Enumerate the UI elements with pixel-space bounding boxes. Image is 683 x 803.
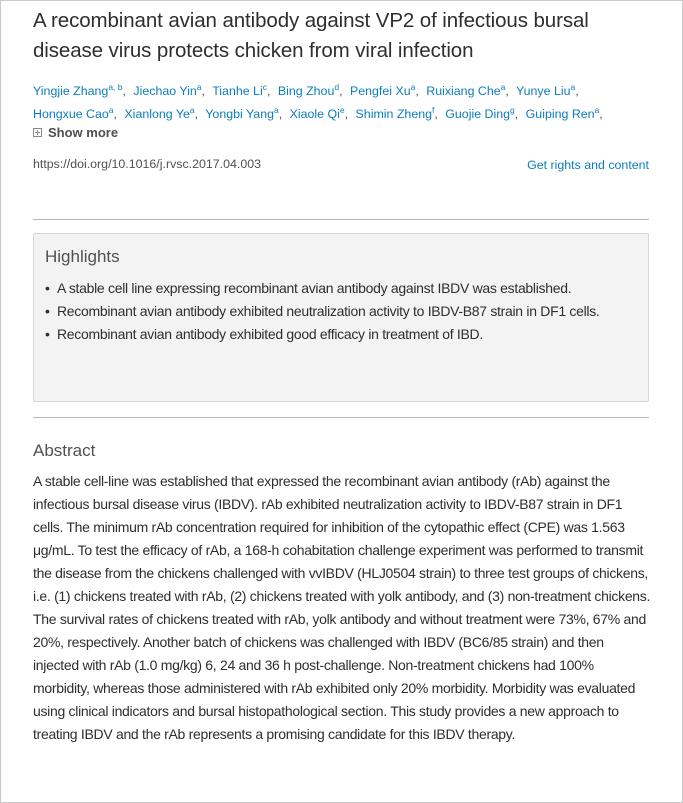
author-separator: ,	[415, 84, 419, 98]
author-link[interactable]: Ruixiang Che$^a$	[426, 82, 506, 98]
author-separator: ,	[434, 107, 438, 121]
author-link[interactable]: Xianlong Ye$^a$	[124, 105, 195, 121]
author-separator: ,	[344, 107, 349, 121]
author-separator: ,	[113, 107, 117, 121]
get-rights-link[interactable]: Get rights and content	[527, 158, 649, 172]
article-title: A recombinant avian antibody against VP2 of infectious bursal disease virus protects chicken from viral infection	[33, 9, 589, 62]
author-link[interactable]: Jiechao Yin$^a$	[133, 82, 202, 98]
author-link[interactable]: Yunye Liu$^a$	[516, 82, 576, 98]
author-line-2	[33, 103, 653, 126]
author-link[interactable]: Xiaole Qi$^e$	[289, 105, 345, 121]
author-separator: ,	[599, 107, 603, 121]
author-link[interactable]: Guojie Ding$^g$	[445, 105, 515, 121]
abstract-text: A stable cell-line was established that expressed the recombinant avian antibody (rAb) against the infectious bursal disease virus (IBDV). rAb exhibited neutralization activity to IBDV-B87 strain in DF1 cells. The minimum rAb concentration required for inhibition of the cytopathic effect (CPE) was 1.563 μg/mL. To test the efficacy of rAb, a 168-h cohabitation challenge experiment was performed to transmit the disease from the chickens challenged with vvIBDV (HLJ0504 strain) to three test groups of chickens, i.e. (1) chickens treated with rAb, (2) chickens treated with yolk antibody, and (3) non-treatment chickens. The survival rates of chickens treated with rAb, yolk antibody and without treatment were 73%, 67% and 20%, respectively. Another batch of chickens was challenged with IBDV (BC6/85 strain) and then injected with rAb (1.0 mg/kg) 6, 24 and 36 h post-challenge. Non-treatment chickens had 100% morbidity, whereas those administered with rAb exhibited only 20% morbidity. Morbidity was evaluated using clinical indicators and bursal histopathological section. This study provides a new approach to treating IBDV and the rAb represents a promising candidate for this IBDV therapy.	[33, 473, 651, 742]
author-link[interactable]: Bing Zhou$^d$	[277, 82, 340, 98]
author-separator: ,	[266, 84, 271, 98]
author-link[interactable]: Pengfei Xu$^a$	[349, 82, 416, 98]
author-link[interactable]: Shimin Zheng$^f$	[355, 105, 435, 121]
author-link[interactable]: Yongbi Yang$^a$	[205, 105, 279, 121]
author-separator: ,	[122, 84, 126, 98]
highlights-heading: Highlights	[45, 247, 120, 266]
author-separator: ,	[505, 84, 509, 98]
author-separator: ,	[278, 107, 283, 121]
author-line-1	[33, 80, 653, 103]
author-link[interactable]: Guiping Ren$^a$	[525, 105, 600, 121]
author-list	[33, 80, 653, 126]
author-separator: ,	[514, 107, 519, 121]
author-separator: ,	[194, 107, 199, 121]
author-separator: ,	[201, 84, 205, 98]
show-more-label: Show more	[48, 125, 119, 140]
highlight-item: • Recombinant avian antibody exhibited good efficacy in treatment of IBD.	[45, 323, 640, 346]
author-link[interactable]: Yingjie Zhang$^{a, b}$	[33, 82, 123, 98]
doi-link[interactable]: https://doi.org/10.1016/j.rvsc.2017.04.003	[33, 157, 262, 171]
author-separator: ,	[575, 84, 579, 98]
highlights-list	[45, 277, 640, 346]
show-more-button[interactable]	[33, 125, 118, 140]
plus-box-icon	[33, 128, 42, 137]
highlights-box	[33, 233, 649, 402]
divider	[33, 219, 649, 220]
author-separator: ,	[339, 84, 343, 98]
abstract-heading: Abstract	[33, 441, 96, 460]
author-link[interactable]: Hongxue Cao$^a$	[33, 105, 114, 121]
highlight-item: • A stable cell line expressing recombinant avian antibody against IBDV was established.	[45, 277, 640, 300]
author-link[interactable]: Tianhe Li$^c$	[212, 82, 267, 98]
highlight-item: • Recombinant avian antibody exhibited neutralization activity to IBDV-B87 strain in DF1 cells.	[45, 300, 640, 323]
divider	[33, 417, 649, 418]
